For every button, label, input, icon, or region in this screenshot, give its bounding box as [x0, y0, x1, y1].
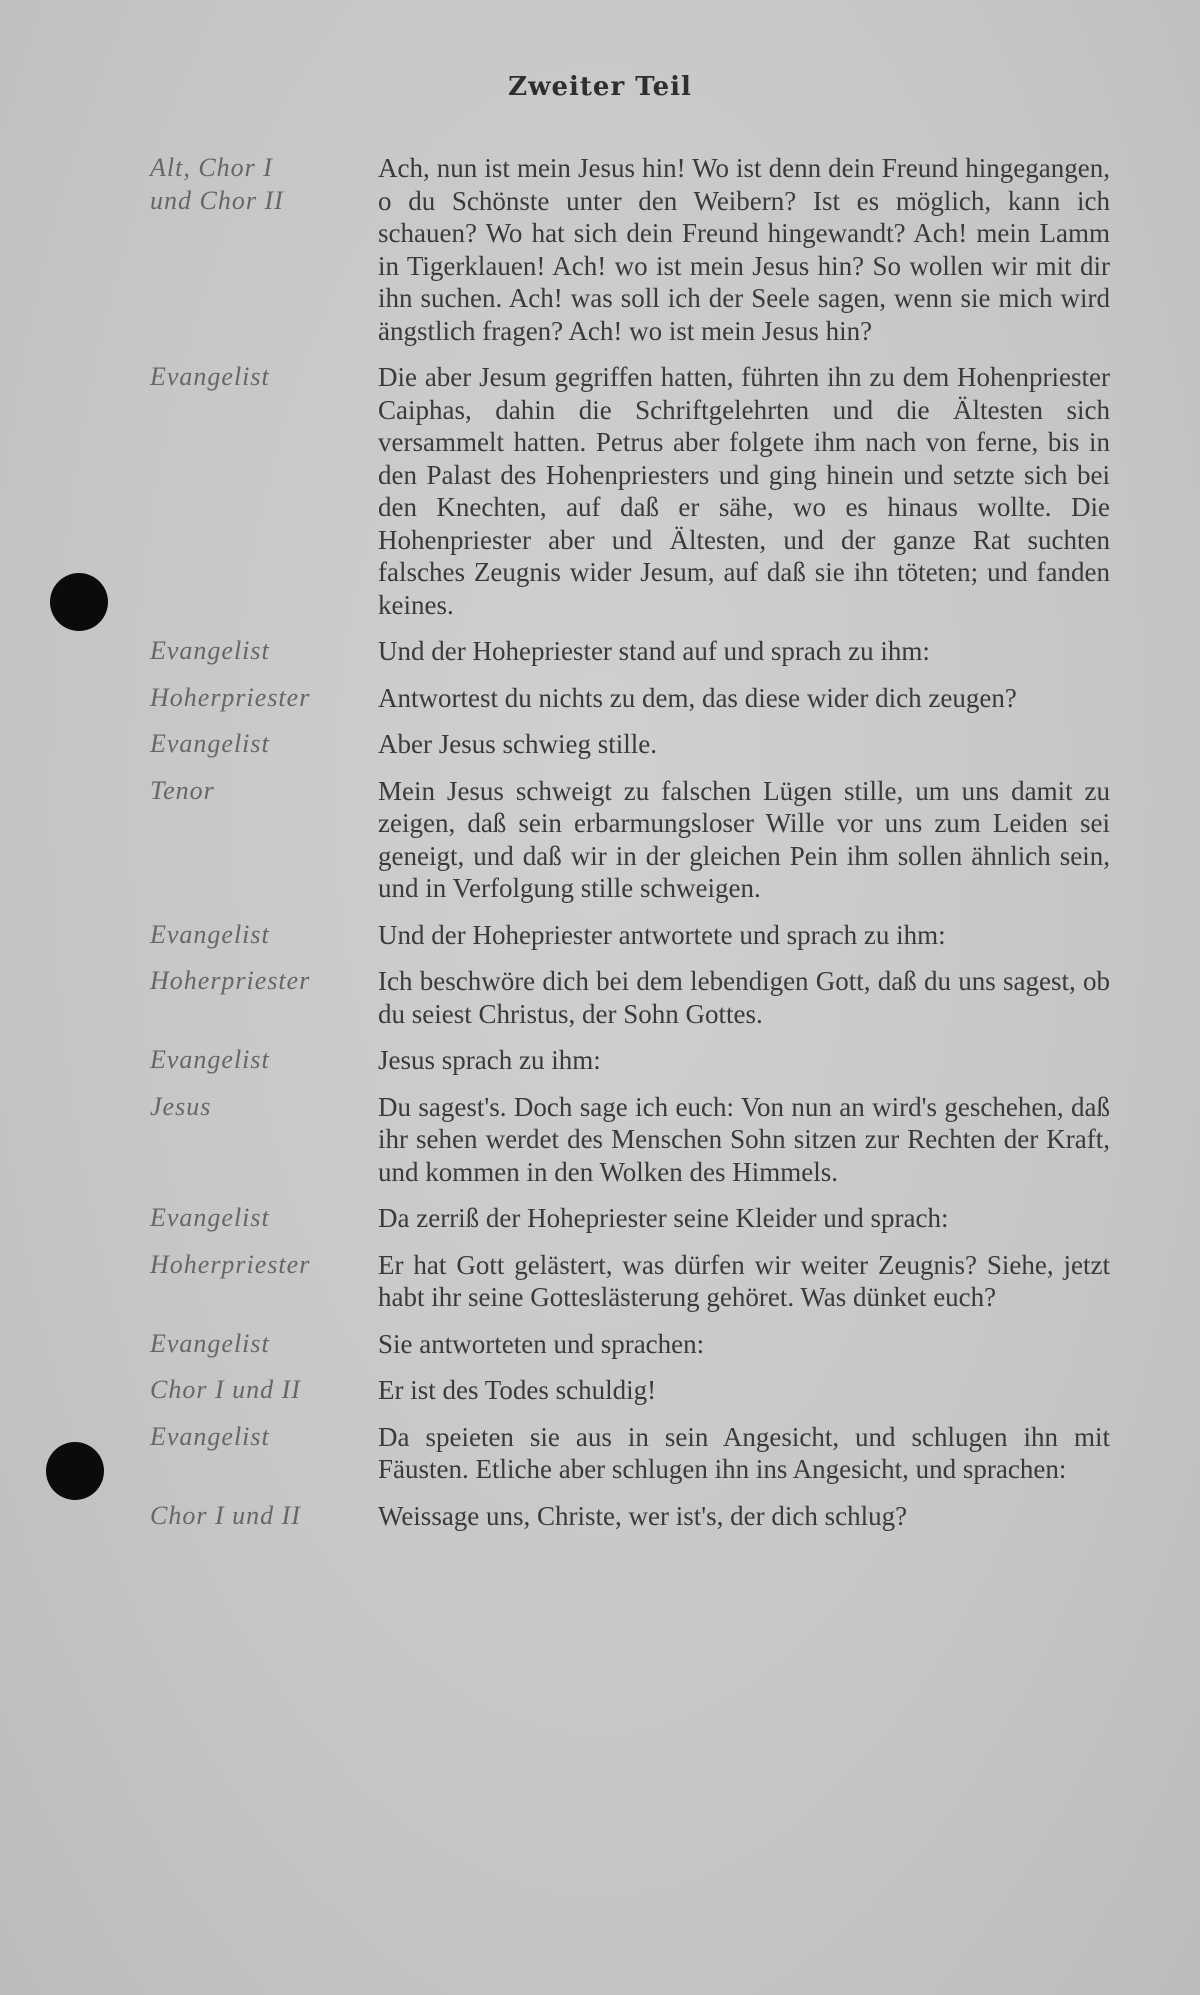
entry-text: Und der Hohepriester antwortete und sprach zu ihm: [378, 919, 946, 950]
speaker-label: Evangelist [150, 1203, 270, 1232]
libretto-entry [150, 1044, 1110, 1077]
libretto-entry [150, 965, 1110, 1030]
libretto-entry [150, 1421, 1110, 1486]
entry-text: Die aber Jesum gegriffen hatten, führten ihn zu dem Hohenpriester Caiphas, dahin die Schriftgelehrten und die Ältesten sich versammelt hatten. Petrus aber folgete ihm nach von ferne, bis in den Palast des Hohenpriesters und ging hinein und setzte sich bei den Knechten, auf daß er sähe, wo es hinaus wollte. Die Hohenpriester aber und Ältesten, und der ganze Rat suchten falsches Zeugnis wider Jesum, auf daß sie ihn töteten; und fanden keines. [378, 362, 1110, 620]
libretto-entry [150, 1249, 1110, 1314]
libretto-entry [150, 635, 1110, 668]
page-header: Zweiter Teil [508, 72, 692, 102]
speaker-label: Hoherpriester [150, 682, 311, 712]
libretto-entry [150, 1500, 1110, 1533]
speaker-label: Alt, Chor I und Chor II [150, 153, 284, 215]
libretto-entries [150, 152, 1110, 1546]
entry-text: Da speieten sie aus in sein Angesicht, und schlugen ihn mit Fäusten. Etliche aber schlugen ihn ins Angesicht, und sprachen: [378, 1421, 1110, 1484]
speaker-label: Evangelist [150, 729, 270, 758]
entry-text: Aber Jesus schwieg stille. [378, 729, 657, 759]
libretto-entry [150, 775, 1110, 905]
speaker-label: Chor I und II [150, 1375, 301, 1404]
speaker-label: Evangelist [150, 636, 270, 665]
speaker-label: Evangelist [150, 1328, 270, 1358]
entry-text: Er ist des Todes schuldig! [378, 1375, 657, 1405]
speaker-label: Hoherpriester [150, 1249, 311, 1279]
entry-text: Antwortest du nichts zu dem, das diese wider dich zeugen? [378, 682, 1017, 713]
libretto-entry [150, 728, 1110, 761]
entry-text: Ich beschwöre dich bei dem lebendigen Gott, daß du uns sagest, ob du seiest Christus, der Sohn Gottes. [378, 966, 1110, 1029]
libretto-entry [150, 1091, 1110, 1189]
punch-hole [50, 573, 108, 631]
entry-text: Sie antworteten und sprachen: [378, 1328, 705, 1359]
entry-text: Weissage uns, Christe, wer ist's, der dich schlug? [378, 1500, 908, 1531]
speaker-label: Jesus [150, 1091, 212, 1121]
libretto-entry [150, 152, 1110, 347]
entry-text: Und der Hohepriester stand auf und sprach zu ihm: [378, 636, 930, 666]
speaker-label: Tenor [150, 775, 215, 805]
entry-text: Du sagest's. Doch sage ich euch: Von nun an wird's geschehen, daß ihr sehen werdet des Menschen Sohn sitzen zur Rechten der Kraft, und kommen in den Wolken des Himmels. [378, 1091, 1110, 1187]
libretto-entry [150, 1374, 1110, 1407]
speaker-label: Evangelist [150, 1421, 270, 1451]
speaker-label: Chor I und II [150, 1500, 301, 1530]
entry-text: Mein Jesus schweigt zu falschen Lügen stille, um uns damit zu zeigen, daß sein erbarmungsloser Wille vor uns zum Leiden sei geneigt, und daß wir in der gleichen Pein ihm sollen ähnlich sein, und in Verfolgung stille schweigen. [378, 775, 1110, 903]
speaker-label: Evangelist [150, 919, 270, 949]
entry-text: Ach, nun ist mein Jesus hin! Wo ist denn dein Freund hingegangen, o du Schönste unter den Weibern? Ist es möglich, kann ich schauen? Wo hat sich dein Freund hingewandt? Ach! mein Lamm in Tigerklauen! Ach! wo ist mein Jesus hin? So wollen wir mit dir ihn suchen. Ach! was soll ich der Seele sagen, wenn sie mich wird ängstlich fragen? Ach! wo ist mein Jesus hin? [378, 153, 1110, 346]
speaker-label: Hoherpriester [150, 966, 311, 995]
libretto-entry [150, 919, 1110, 952]
libretto-entry [150, 1202, 1110, 1235]
libretto-entry [150, 682, 1110, 715]
libretto-entry [150, 361, 1110, 621]
speaker-label: Evangelist [150, 362, 270, 391]
entry-text: Jesus sprach zu ihm: [378, 1045, 601, 1075]
speaker-label: Evangelist [150, 1045, 270, 1074]
entry-text: Er hat Gott gelästert, was dürfen wir weiter Zeugnis? Siehe, jetzt habt ihr seine Gotteslästerung gehöret. Was dünket euch? [378, 1249, 1110, 1312]
libretto-entry [150, 1328, 1110, 1361]
entry-text: Da zerriß der Hohepriester seine Kleider und sprach: [378, 1203, 949, 1233]
punch-hole [46, 1442, 104, 1500]
